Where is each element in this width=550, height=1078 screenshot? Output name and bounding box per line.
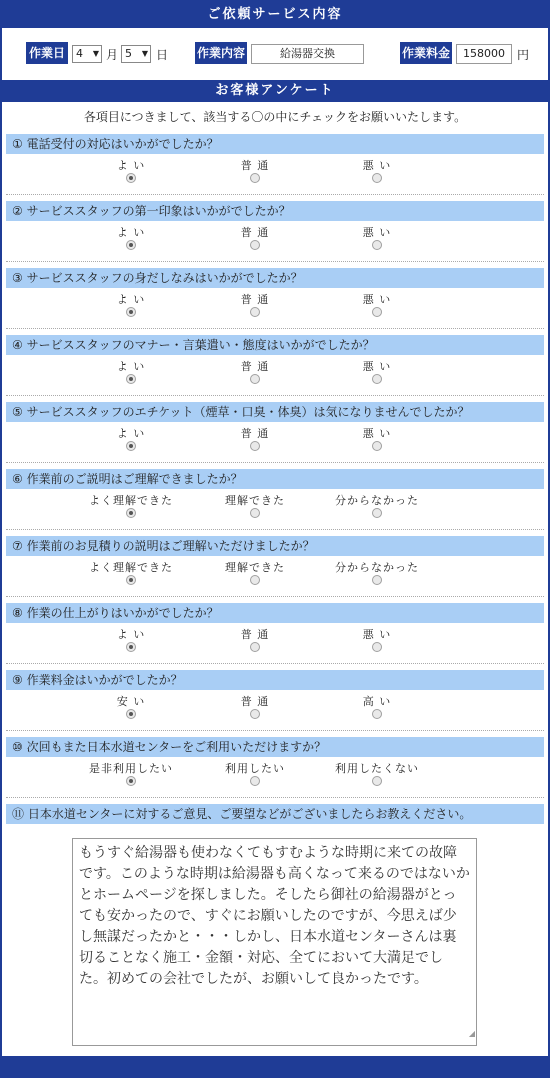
option-label: 利用したくない bbox=[335, 762, 419, 775]
comment-textarea[interactable] bbox=[72, 838, 477, 1046]
question-6 bbox=[6, 469, 544, 507]
option-label: 普 通 bbox=[240, 628, 270, 641]
option-label: よ い bbox=[116, 427, 146, 440]
option-normal[interactable] bbox=[200, 628, 310, 655]
option-label: 利用したい bbox=[225, 762, 285, 775]
divider bbox=[6, 462, 544, 463]
option-normal[interactable] bbox=[200, 360, 310, 387]
month-unit: 月 bbox=[106, 48, 119, 62]
option-good[interactable] bbox=[76, 360, 186, 387]
option-label: 悪 い bbox=[362, 293, 392, 306]
divider bbox=[6, 328, 544, 329]
radio-button[interactable] bbox=[250, 374, 260, 384]
fee-field[interactable]: 158000 bbox=[456, 44, 512, 64]
divider bbox=[6, 596, 544, 597]
option-bad[interactable] bbox=[322, 695, 432, 722]
option-bad[interactable] bbox=[322, 427, 432, 454]
option-label: よ い bbox=[116, 293, 146, 306]
option-label: 安 い bbox=[116, 695, 146, 708]
option-good[interactable] bbox=[76, 427, 186, 454]
divider bbox=[6, 395, 544, 396]
option-normal[interactable] bbox=[200, 561, 310, 588]
radio-button[interactable] bbox=[250, 173, 260, 183]
radio-button[interactable] bbox=[250, 642, 260, 652]
question-7 bbox=[6, 536, 544, 574]
radio-button[interactable] bbox=[126, 709, 136, 719]
option-label: 理解できた bbox=[225, 561, 285, 574]
option-label: よ い bbox=[116, 226, 146, 239]
option-label: 理解できた bbox=[225, 494, 285, 507]
radio-button[interactable] bbox=[372, 776, 382, 786]
question-title: ⑧ 作業の仕上がりはいかがでしたか？ bbox=[6, 603, 544, 623]
option-normal[interactable] bbox=[200, 427, 310, 454]
radio-button[interactable] bbox=[372, 240, 382, 250]
option-label: 普 通 bbox=[240, 159, 270, 172]
resize-grip-icon[interactable]: ◢ bbox=[468, 1029, 475, 1038]
radio-button[interactable] bbox=[126, 374, 136, 384]
survey-header: お客様アンケート bbox=[2, 80, 548, 102]
option-good[interactable] bbox=[76, 628, 186, 655]
chevron-down-icon: ▼ bbox=[92, 49, 99, 58]
question-4 bbox=[6, 335, 544, 373]
radio-button[interactable] bbox=[372, 307, 382, 317]
option-label: よ い bbox=[116, 628, 146, 641]
question-title: ② サービススタッフの第一印象はいかがでしたか？ bbox=[6, 201, 544, 221]
option-label: よ い bbox=[116, 360, 146, 373]
option-bad[interactable] bbox=[322, 360, 432, 387]
radio-button[interactable] bbox=[372, 173, 382, 183]
option-label: 分からなかった bbox=[335, 494, 419, 507]
option-label: 高 い bbox=[362, 695, 392, 708]
work-label: 作業内容 bbox=[195, 42, 247, 64]
option-bad[interactable] bbox=[322, 628, 432, 655]
radio-button[interactable] bbox=[372, 709, 382, 719]
option-label: 悪 い bbox=[362, 159, 392, 172]
question-1 bbox=[6, 134, 544, 172]
radio-button[interactable] bbox=[372, 642, 382, 652]
month-value: 4 bbox=[76, 47, 83, 60]
option-label: 悪 い bbox=[362, 628, 392, 641]
option-bad[interactable] bbox=[322, 293, 432, 320]
option-label: よく理解できた bbox=[89, 561, 173, 574]
option-bad[interactable] bbox=[322, 159, 432, 186]
question-10 bbox=[6, 737, 544, 775]
option-good[interactable] bbox=[76, 159, 186, 186]
option-bad[interactable] bbox=[322, 494, 432, 521]
option-good[interactable] bbox=[76, 695, 186, 722]
radio-button[interactable] bbox=[372, 508, 382, 518]
question-11 bbox=[6, 804, 544, 824]
option-normal[interactable] bbox=[200, 695, 310, 722]
divider bbox=[6, 663, 544, 664]
question-title: ⑩ 次回もまた日本水道センターをご利用いただけますか？ bbox=[6, 737, 544, 757]
radio-button[interactable] bbox=[126, 240, 136, 250]
question-title: ⑪ 日本水道センターに対するご意見、ご要望などがございましたらお教えください。 bbox=[6, 804, 544, 824]
option-good[interactable] bbox=[76, 762, 186, 789]
option-label: 普 通 bbox=[240, 360, 270, 373]
radio-button[interactable] bbox=[126, 173, 136, 183]
comment-text: もうすぐ給湯器も使わなくてもすむような時期に来ての故障です。このような時期は給湯器も高くなって来るのではないかとホームページを探しました。そしたら御社の給湯器がとっても安かったので、すぐにお願いしたのですが、今思えば少し無謀だったかと・・・しかし、日本水道センターさんは裏切ることなく施工・金額・対応、全てにおいて大満足でした。初めての会社でしたが、お願いして良かったです。 bbox=[79, 845, 470, 987]
option-bad[interactable] bbox=[322, 226, 432, 253]
day-value: 5 bbox=[125, 47, 132, 60]
fee-unit: 円 bbox=[517, 48, 530, 62]
option-bad[interactable] bbox=[322, 561, 432, 588]
question-title: ④ サービススタッフのマナー・言葉遣い・態度はいかがでしたか？ bbox=[6, 335, 544, 355]
option-good[interactable] bbox=[76, 561, 186, 588]
radio-button[interactable] bbox=[250, 508, 260, 518]
fee-label: 作業料金 bbox=[400, 42, 452, 64]
option-label: 悪 い bbox=[362, 226, 392, 239]
divider bbox=[6, 261, 544, 262]
option-normal[interactable] bbox=[200, 159, 310, 186]
radio-button[interactable] bbox=[250, 307, 260, 317]
option-normal[interactable] bbox=[200, 226, 310, 253]
question-title: ⑤ サービススタッフのエチケット（煙草・口臭・体臭）は気になりませんでしたか？ bbox=[6, 402, 544, 422]
radio-button[interactable] bbox=[250, 575, 260, 585]
option-label: 普 通 bbox=[240, 293, 270, 306]
divider bbox=[6, 194, 544, 195]
date-label: 作業日 bbox=[26, 42, 68, 64]
question-title: ③ サービススタッフの身だしなみはいかがでしたか？ bbox=[6, 268, 544, 288]
footer-bar bbox=[2, 1056, 548, 1076]
radio-button[interactable] bbox=[250, 709, 260, 719]
survey-intro: 各項目につきまして、該当する〇の中にチェックをお願いいたします。 bbox=[83, 110, 467, 124]
option-label: 普 通 bbox=[240, 695, 270, 708]
option-normal[interactable] bbox=[200, 762, 310, 789]
day-unit: 日 bbox=[156, 48, 169, 62]
option-label: 分からなかった bbox=[335, 561, 419, 574]
question-3 bbox=[6, 268, 544, 306]
divider bbox=[6, 797, 544, 798]
chevron-down-icon: ▼ bbox=[141, 49, 148, 58]
option-label: 普 通 bbox=[240, 427, 270, 440]
radio-button[interactable] bbox=[126, 776, 136, 786]
service-header: ご依頼サービス内容 bbox=[2, 2, 548, 28]
option-normal[interactable] bbox=[200, 293, 310, 320]
option-label: 是非利用したい bbox=[89, 762, 173, 775]
option-label: 悪 い bbox=[362, 427, 392, 440]
radio-button[interactable] bbox=[372, 441, 382, 451]
question-2 bbox=[6, 201, 544, 239]
radio-button[interactable] bbox=[126, 642, 136, 652]
question-5 bbox=[6, 402, 544, 440]
radio-button[interactable] bbox=[250, 441, 260, 451]
divider bbox=[6, 529, 544, 530]
radio-button[interactable] bbox=[372, 374, 382, 384]
option-bad[interactable] bbox=[322, 762, 432, 789]
divider bbox=[6, 730, 544, 731]
option-good[interactable] bbox=[76, 494, 186, 521]
radio-button[interactable] bbox=[126, 441, 136, 451]
radio-button[interactable] bbox=[126, 575, 136, 585]
radio-button[interactable] bbox=[126, 508, 136, 518]
option-label: よ い bbox=[116, 159, 146, 172]
option-good[interactable] bbox=[76, 226, 186, 253]
question-title: ① 電話受付の対応はいかがでしたか？ bbox=[6, 134, 544, 154]
question-title: ⑥ 作業前のご説明はご理解できましたか？ bbox=[6, 469, 544, 489]
month-select[interactable] bbox=[72, 45, 102, 63]
radio-button[interactable] bbox=[372, 575, 382, 585]
question-8 bbox=[6, 603, 544, 641]
question-title: ⑦ 作業前のお見積りの説明はご理解いただけましたか？ bbox=[6, 536, 544, 556]
option-label: 悪 い bbox=[362, 360, 392, 373]
work-field[interactable]: 給湯器交換 bbox=[251, 44, 364, 64]
radio-button[interactable] bbox=[126, 307, 136, 317]
option-label: 普 通 bbox=[240, 226, 270, 239]
radio-button[interactable] bbox=[250, 776, 260, 786]
option-normal[interactable] bbox=[200, 494, 310, 521]
radio-button[interactable] bbox=[250, 240, 260, 250]
order-details bbox=[0, 40, 550, 68]
question-9 bbox=[6, 670, 544, 708]
option-label: よく理解できた bbox=[89, 494, 173, 507]
option-good[interactable] bbox=[76, 293, 186, 320]
day-select[interactable] bbox=[121, 45, 151, 63]
question-title: ⑨ 作業料金はいかがでしたか？ bbox=[6, 670, 544, 690]
